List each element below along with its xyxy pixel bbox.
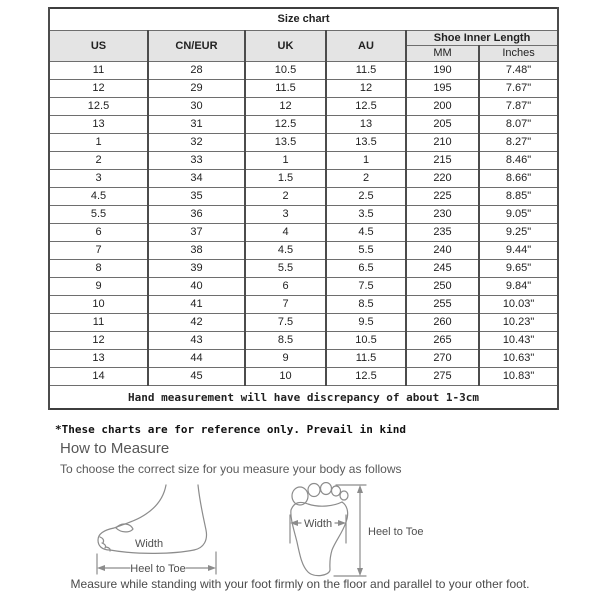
table-row <box>49 224 558 242</box>
foot-toe-bump <box>116 524 133 532</box>
size-cell: 34 <box>148 170 245 188</box>
size-cell: 38 <box>148 242 245 260</box>
toe-5 <box>340 491 348 500</box>
size-cell: 8.66" <box>479 170 558 188</box>
size-cell: 14 <box>49 368 148 386</box>
size-cell: 245 <box>406 260 479 278</box>
size-cell: 9.25" <box>479 224 558 242</box>
size-cell: 255 <box>406 296 479 314</box>
size-cell: 6.5 <box>326 260 406 278</box>
size-cell: 11.5 <box>326 62 406 80</box>
size-cell: 2 <box>326 170 406 188</box>
table-row <box>49 152 558 170</box>
size-cell: 275 <box>406 368 479 386</box>
arrowhead-left <box>97 565 105 571</box>
size-cell: 190 <box>406 62 479 80</box>
size-cell: 10.5 <box>245 62 326 80</box>
size-cell: 11.5 <box>245 80 326 98</box>
how-to-measure-subtitle: To choose the correct size for you measure your body as follows <box>60 462 402 476</box>
column-header-shoe-inner-length: Shoe Inner Length <box>406 31 558 46</box>
size-cell: 225 <box>406 188 479 206</box>
toe-2 <box>308 484 320 497</box>
foot-heel-line <box>194 485 207 550</box>
size-cell: 260 <box>406 314 479 332</box>
toe-line-2 <box>102 543 106 548</box>
table-row <box>49 188 558 206</box>
measure-caption: Measure while standing with your foot firmly on the floor and parallel to your other foot. <box>70 577 530 591</box>
size-cell: 210 <box>406 134 479 152</box>
size-cell: 9.44" <box>479 242 558 260</box>
size-cell: 29 <box>148 80 245 98</box>
size-cell: 12 <box>326 80 406 98</box>
size-cell: 9 <box>49 278 148 296</box>
size-cell: 4.5 <box>49 188 148 206</box>
size-cell: 2.5 <box>326 188 406 206</box>
size-cell: 12.5 <box>326 368 406 386</box>
size-cell: 9.84" <box>479 278 558 296</box>
size-cell: 10.43" <box>479 332 558 350</box>
size-cell: 215 <box>406 152 479 170</box>
size-cell: 10.5 <box>326 332 406 350</box>
size-cell: 270 <box>406 350 479 368</box>
measurement-discrepancy-note: Hand measurement will have discrepancy of about 1-3cm <box>49 386 558 410</box>
table-row <box>49 98 558 116</box>
table-row <box>49 242 558 260</box>
size-cell: 7.5 <box>326 278 406 296</box>
size-cell: 200 <box>406 98 479 116</box>
size-cell: 30 <box>148 98 245 116</box>
table-row <box>49 350 558 368</box>
size-cell: 10.83" <box>479 368 558 386</box>
size-cell: 205 <box>406 116 479 134</box>
footer-row <box>49 386 558 410</box>
table-row <box>49 206 558 224</box>
size-cell: 3 <box>49 170 148 188</box>
size-cell: 1 <box>245 152 326 170</box>
foot-instep-line <box>114 485 166 528</box>
size-cell: 6 <box>49 224 148 242</box>
title-row <box>49 8 558 31</box>
top-width-label: Width <box>303 518 333 530</box>
size-cell: 4.5 <box>326 224 406 242</box>
size-cell: 28 <box>148 62 245 80</box>
size-cell: 4 <box>245 224 326 242</box>
size-cell: 13 <box>326 116 406 134</box>
size-cell: 10.23" <box>479 314 558 332</box>
size-cell: 8.27" <box>479 134 558 152</box>
table-row <box>49 62 558 80</box>
foot-side-view-diagram <box>94 484 224 576</box>
column-header-us: US <box>49 31 148 62</box>
size-cell: 37 <box>148 224 245 242</box>
size-cell: 12.5 <box>245 116 326 134</box>
size-cell: 39 <box>148 260 245 278</box>
size-cell: 12 <box>49 332 148 350</box>
reference-note: *These charts are for reference only. Prevail in kind <box>55 423 406 436</box>
arrowhead-right <box>208 565 216 571</box>
table-row <box>49 170 558 188</box>
header-row <box>49 31 558 46</box>
size-cell: 7.48" <box>479 62 558 80</box>
toe-4 <box>332 486 341 496</box>
foot-top-view-diagram <box>286 482 428 579</box>
size-cell: 6 <box>245 278 326 296</box>
size-cell: 44 <box>148 350 245 368</box>
size-cell: 3 <box>245 206 326 224</box>
size-cell: 13.5 <box>245 134 326 152</box>
toe-line-1 <box>100 537 104 543</box>
size-cell: 195 <box>406 80 479 98</box>
size-cell: 40 <box>148 278 245 296</box>
size-cell: 10.03" <box>479 296 558 314</box>
size-cell: 8 <box>49 260 148 278</box>
size-cell: 12 <box>49 80 148 98</box>
size-cell: 220 <box>406 170 479 188</box>
side-width-label: Width <box>134 538 164 550</box>
size-cell: 35 <box>148 188 245 206</box>
size-cell: 7.5 <box>245 314 326 332</box>
size-cell: 13 <box>49 116 148 134</box>
size-cell: 235 <box>406 224 479 242</box>
size-cell: 250 <box>406 278 479 296</box>
top-heel-to-toe-label: Heel to Toe <box>368 526 424 538</box>
size-cell: 11.5 <box>326 350 406 368</box>
table-row <box>49 116 558 134</box>
size-cell: 36 <box>148 206 245 224</box>
table-row <box>49 278 558 296</box>
size-cell: 1.5 <box>245 170 326 188</box>
length-arrowhead-bottom <box>357 568 363 576</box>
size-cell: 13.5 <box>326 134 406 152</box>
size-cell: 8.07" <box>479 116 558 134</box>
size-cell: 9 <box>245 350 326 368</box>
size-cell: 45 <box>148 368 245 386</box>
size-cell: 8.5 <box>326 296 406 314</box>
size-cell: 2 <box>245 188 326 206</box>
size-cell: 10 <box>49 296 148 314</box>
column-header-uk: UK <box>245 31 326 62</box>
size-cell: 230 <box>406 206 479 224</box>
table-row <box>49 332 558 350</box>
size-cell: 12.5 <box>326 98 406 116</box>
size-cell: 12 <box>245 98 326 116</box>
size-cell: 32 <box>148 134 245 152</box>
size-cell: 41 <box>148 296 245 314</box>
table-row <box>49 296 558 314</box>
width-arrowhead-left <box>290 520 298 526</box>
size-cell: 3.5 <box>326 206 406 224</box>
size-cell: 12.5 <box>49 98 148 116</box>
size-cell: 240 <box>406 242 479 260</box>
size-cell: 5.5 <box>49 206 148 224</box>
size-cell: 7 <box>49 242 148 260</box>
size-cell: 11 <box>49 62 148 80</box>
size-chart-table <box>48 7 559 410</box>
size-cell: 7.87" <box>479 98 558 116</box>
column-header-cn-eur: CN/EUR <box>148 31 245 62</box>
size-cell: 13 <box>49 350 148 368</box>
size-cell: 9.05" <box>479 206 558 224</box>
size-rows <box>49 62 558 386</box>
size-cell: 1 <box>326 152 406 170</box>
size-cell: 2 <box>49 152 148 170</box>
size-cell: 9.5 <box>326 314 406 332</box>
size-cell: 9.65" <box>479 260 558 278</box>
size-cell: 265 <box>406 332 479 350</box>
column-header-inches: Inches <box>479 46 558 62</box>
column-header-mm: MM <box>406 46 479 62</box>
size-cell: 7 <box>245 296 326 314</box>
size-cell: 8.46" <box>479 152 558 170</box>
table-row <box>49 134 558 152</box>
size-cell: 33 <box>148 152 245 170</box>
how-to-measure-heading: How to Measure <box>60 440 170 457</box>
table-row <box>49 260 558 278</box>
table-row <box>49 368 558 386</box>
size-cell: 8.5 <box>245 332 326 350</box>
size-cell: 31 <box>148 116 245 134</box>
side-heel-to-toe-label: Heel to Toe <box>130 563 186 575</box>
size-cell: 10.63" <box>479 350 558 368</box>
size-cell: 5.5 <box>326 242 406 260</box>
size-cell: 5.5 <box>245 260 326 278</box>
length-arrowhead-top <box>357 485 363 493</box>
size-cell: 7.67" <box>479 80 558 98</box>
size-cell: 4.5 <box>245 242 326 260</box>
size-cell: 10 <box>245 368 326 386</box>
table-row <box>49 314 558 332</box>
size-chart-title: Size chart <box>49 8 558 31</box>
column-header-au: AU <box>326 31 406 62</box>
toe-3 <box>321 483 332 495</box>
sole-outline <box>291 502 348 576</box>
size-cell: 1 <box>49 134 148 152</box>
size-cell: 8.85" <box>479 188 558 206</box>
table-row <box>49 80 558 98</box>
size-cell: 11 <box>49 314 148 332</box>
size-cell: 42 <box>148 314 245 332</box>
size-cell: 43 <box>148 332 245 350</box>
